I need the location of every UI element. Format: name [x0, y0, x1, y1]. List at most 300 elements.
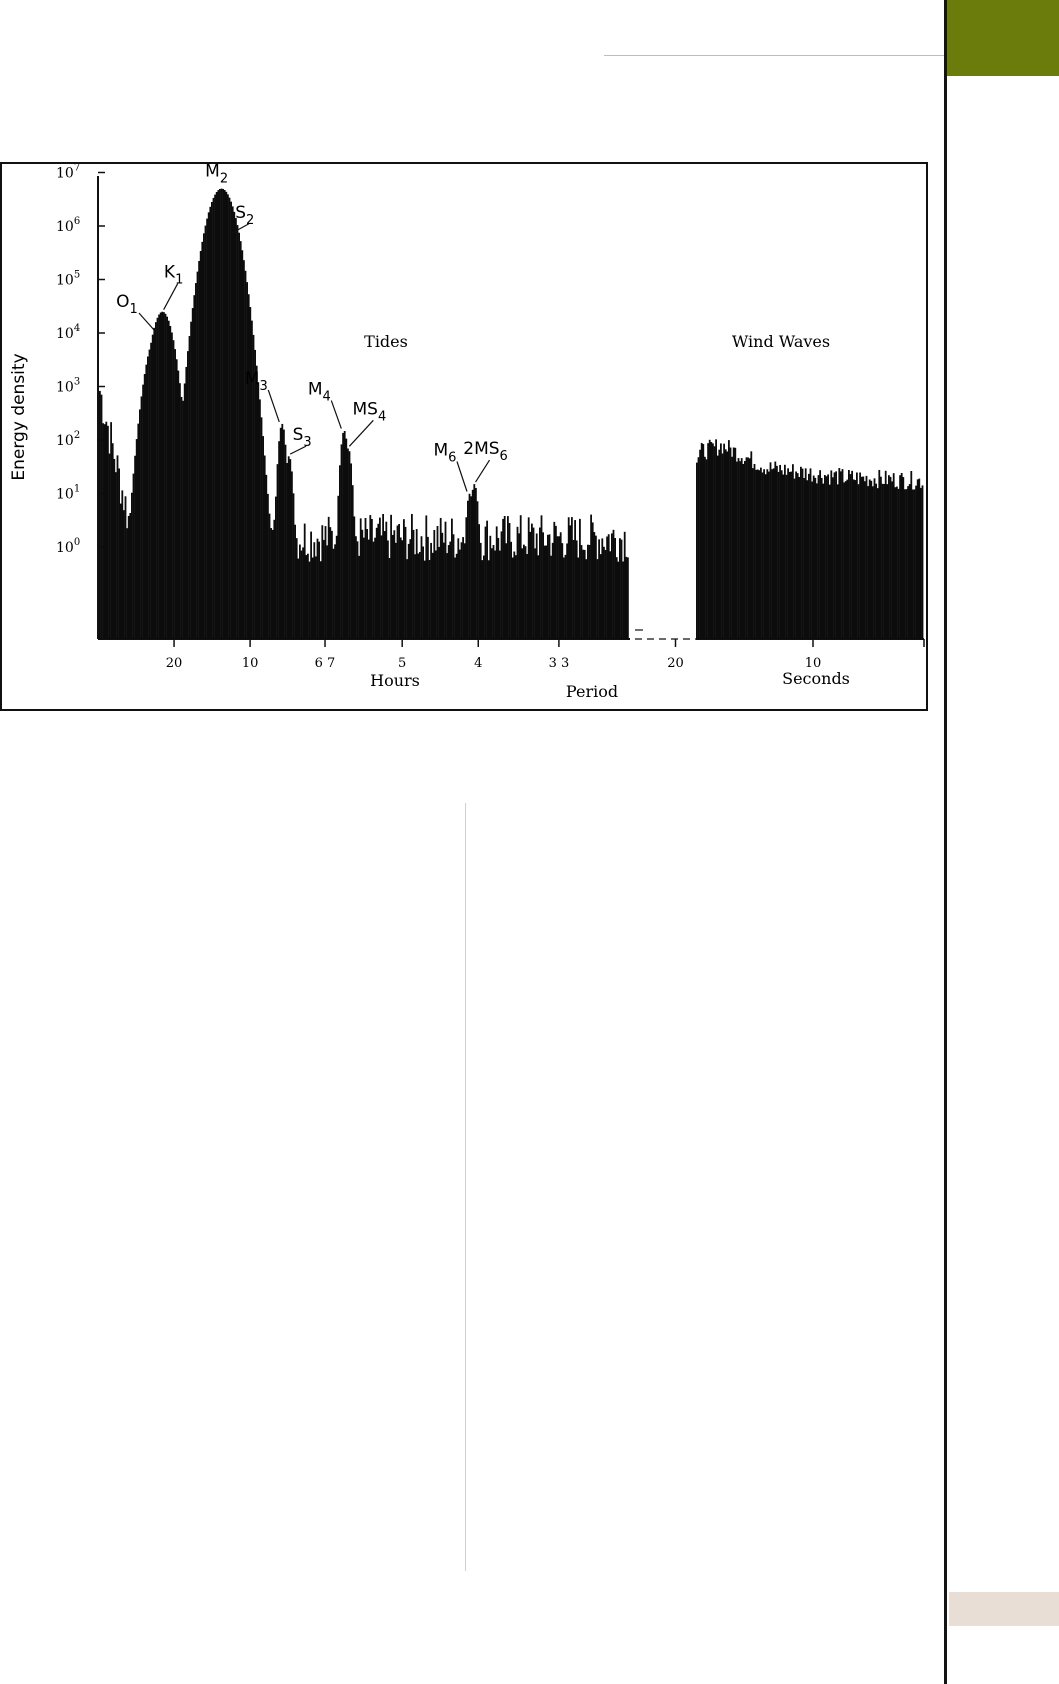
wave-spectrum-bar — [774, 462, 776, 639]
tide-spectrum-bar — [187, 351, 189, 639]
tide-spectrum-bar — [549, 534, 551, 639]
tide-spectrum-bar — [456, 554, 458, 639]
wave-spectrum-bar — [917, 479, 919, 639]
wave-spectrum-bar — [733, 447, 735, 639]
tide-spectrum-bar — [478, 524, 480, 639]
tide-spectrum-bar — [232, 206, 234, 639]
wave-spectrum-bar — [854, 480, 856, 639]
tide-spectrum-bar — [262, 436, 264, 639]
tide-spectrum-bar — [345, 439, 347, 639]
wave-spectrum-bar — [720, 443, 722, 639]
tide-spectrum-bar — [193, 295, 195, 639]
tide-spectrum-bar — [243, 260, 245, 639]
wave-spectrum-bar — [747, 457, 749, 639]
wave-spectrum-bar — [870, 481, 872, 639]
tides-region-label: Tides — [364, 332, 408, 351]
tide-spectrum-bar — [278, 441, 280, 639]
tide-spectrum-bar — [446, 553, 448, 639]
wave-spectrum-bar — [851, 471, 853, 639]
wave-spectrum-bar — [894, 487, 896, 639]
tide-spectrum-bar — [304, 524, 306, 639]
tide-spectrum-bar — [392, 535, 394, 639]
tide-spectrum-bar — [528, 517, 530, 639]
tide-spectrum-bar — [534, 548, 536, 639]
tide-spectrum-bar — [400, 537, 402, 639]
tide-spectrum-bar — [145, 365, 147, 639]
y-tick-label: $10^4$ — [56, 323, 81, 342]
tide-spectrum-bar — [281, 424, 283, 639]
y-tick-label: $10^6$ — [56, 216, 81, 235]
tide-spectrum-bar — [318, 542, 320, 639]
wave-spectrum-bar — [920, 488, 922, 639]
wave-spectrum-bar — [768, 472, 770, 639]
wave-spectrum-bar — [875, 484, 877, 639]
tide-spectrum-bar — [424, 561, 426, 639]
tide-spectrum-bar — [137, 424, 139, 639]
y-tick-label: $10^7$ — [56, 164, 81, 182]
tide-spectrum-bar — [296, 538, 298, 639]
x-tick-label: 10 — [804, 656, 822, 671]
page-number-tab — [949, 1592, 1059, 1626]
tide-spectrum-bar — [366, 529, 368, 639]
wave-spectrum-bar — [912, 489, 914, 639]
tide-spectrum-bar — [576, 540, 578, 639]
wave-spectrum-bar — [696, 463, 698, 639]
wave-spectrum-bar — [701, 443, 703, 639]
wave-spectrum-bar — [910, 471, 912, 639]
tide-spectrum-bar — [464, 543, 466, 639]
wave-spectrum-bar — [877, 488, 879, 639]
tide-spectrum-bar — [328, 517, 330, 639]
tide-spectrum-bar — [141, 396, 143, 639]
y-axis-label: Energy density — [9, 353, 29, 481]
tide-spectrum-bar — [205, 226, 207, 639]
wave-spectrum-bar — [741, 458, 743, 639]
tide-spectrum-bar — [448, 545, 450, 639]
peak-pointer — [331, 401, 341, 429]
tide-spectrum-bar — [197, 272, 199, 639]
tide-spectrum-bar — [209, 207, 211, 639]
tide-spectrum-bar — [616, 557, 618, 639]
wave-spectrum-bar — [893, 473, 895, 639]
wave-spectrum-bar — [805, 468, 807, 639]
tide-spectrum-bar — [195, 283, 197, 639]
tide-spectrum-bar — [249, 307, 251, 639]
tide-spectrum-bar — [480, 543, 482, 639]
wave-spectrum-bar — [814, 478, 816, 639]
tide-spectrum-bar — [157, 318, 159, 639]
tide-spectrum-bar — [568, 517, 570, 639]
wave-spectrum-bar — [850, 474, 852, 639]
tide-spectrum-bar — [237, 225, 239, 639]
y-tick-label: $10^1$ — [56, 483, 81, 503]
wave-spectrum-bar — [739, 461, 741, 639]
tide-spectrum-bar — [587, 545, 589, 639]
wave-spectrum-bar — [706, 459, 708, 639]
tide-spectrum-bar — [566, 543, 568, 639]
tide-spectrum-bar — [389, 558, 391, 639]
tide-spectrum-bar — [179, 383, 181, 639]
wave-spectrum-bar — [758, 470, 760, 639]
sidebar-divider — [944, 0, 947, 1684]
tide-spectrum-bar — [121, 490, 123, 639]
tide-spectrum-bar — [240, 241, 242, 639]
tide-spectrum-bar — [285, 445, 287, 639]
tide-spectrum-bar — [136, 439, 138, 639]
wave-spectrum-bar — [760, 468, 762, 639]
tide-spectrum-bar — [352, 485, 354, 639]
waves-x-axis-label: Seconds — [782, 669, 850, 688]
tide-spectrum-bar — [387, 540, 389, 639]
wave-spectrum-bar — [821, 478, 823, 639]
tide-spectrum-bar — [109, 454, 111, 639]
tide-spectrum-bar — [133, 474, 135, 639]
tide-spectrum-bar — [360, 518, 362, 639]
tide-spectrum-bar — [217, 190, 219, 639]
tide-spectrum-bar — [477, 501, 479, 639]
wave-spectrum-bar — [704, 457, 706, 639]
tide-spectrum-bar — [600, 554, 602, 639]
tide-spectrum-bar — [245, 271, 247, 639]
tide-spectrum-bar — [585, 559, 587, 639]
tide-spectrum-bar — [288, 456, 290, 639]
wave-spectrum-bar — [835, 471, 837, 639]
tide-spectrum-bar — [533, 528, 535, 639]
tide-spectrum-bar — [118, 468, 120, 639]
tide-spectrum-bar — [305, 555, 307, 639]
tide-spectrum-bar — [369, 515, 371, 639]
wave-spectrum-bar — [816, 483, 818, 639]
peak-label: $MS_4$ — [352, 399, 387, 425]
tide-spectrum-bar — [563, 557, 565, 639]
tide-spectrum-bar — [173, 340, 175, 639]
wave-spectrum-bar — [755, 470, 757, 639]
wave-spectrum-bar — [869, 479, 871, 639]
tide-spectrum-bar — [593, 532, 595, 639]
tide-spectrum-bar — [374, 538, 376, 639]
tide-spectrum-bar — [443, 543, 445, 639]
tide-spectrum-bar — [571, 517, 573, 639]
tide-spectrum-bar — [149, 350, 151, 639]
tide-spectrum-bar — [349, 451, 351, 639]
tide-spectrum-bar — [219, 189, 221, 639]
tide-spectrum-bar — [105, 422, 107, 639]
column-divider — [465, 803, 466, 1571]
tide-spectrum-bar — [309, 562, 311, 639]
tide-spectrum-bar — [421, 536, 423, 639]
wave-spectrum-bar — [726, 451, 728, 639]
wave-spectrum-bar — [902, 477, 904, 639]
tide-spectrum-bar — [166, 317, 168, 639]
tide-spectrum-bar — [315, 556, 317, 639]
tide-spectrum-bar — [376, 528, 378, 639]
wave-spectrum-bar — [899, 475, 901, 639]
wave-spectrum-bar — [795, 471, 797, 639]
tide-spectrum-bar — [128, 516, 130, 639]
tide-spectrum-bar — [486, 521, 488, 639]
tide-spectrum-bar — [473, 484, 475, 639]
wave-spectrum-bar — [709, 440, 711, 639]
wave-spectrum-bar — [734, 448, 736, 639]
tide-spectrum-bar — [289, 459, 291, 639]
tide-spectrum-bar — [459, 550, 461, 639]
tide-spectrum-bar — [558, 536, 560, 639]
tide-spectrum-bar — [115, 472, 117, 639]
wave-spectrum-bar — [723, 444, 725, 639]
tide-spectrum-bar — [286, 463, 288, 639]
wave-spectrum-bar — [718, 450, 720, 639]
tide-spectrum-bar — [373, 542, 375, 639]
tide-spectrum-bar — [201, 242, 203, 639]
peak-pointer — [139, 313, 155, 331]
tide-spectrum-bar — [312, 557, 314, 639]
wave-spectrum-bar — [819, 470, 821, 639]
tide-spectrum-bar — [427, 537, 429, 639]
tide-spectrum-bar — [553, 522, 555, 639]
tide-spectrum-bar — [297, 559, 299, 639]
tide-spectrum-bar — [329, 527, 331, 639]
peak-label: $M_3$ — [244, 368, 268, 394]
tide-spectrum-bar — [472, 490, 474, 639]
tide-spectrum-bar — [397, 526, 399, 639]
tide-spectrum-bar — [529, 532, 531, 639]
tide-spectrum-bar — [561, 543, 563, 639]
chapter-color-block — [946, 0, 1059, 76]
tide-spectrum-bar — [174, 349, 176, 639]
wave-spectrum-bar — [803, 478, 805, 639]
tide-spectrum-bar — [435, 550, 437, 639]
wave-spectrum-bar — [883, 484, 885, 639]
tide-spectrum-bar — [357, 541, 359, 639]
tide-spectrum-bar — [433, 530, 435, 639]
tide-spectrum-bar — [333, 549, 335, 639]
wave-spectrum-bar — [778, 472, 780, 639]
tide-spectrum-bar — [171, 332, 173, 639]
tide-spectrum-bar — [275, 497, 277, 639]
tide-spectrum-bar — [544, 546, 546, 639]
wave-spectrum-bar — [798, 477, 800, 639]
tide-spectrum-bar — [153, 328, 155, 639]
tide-spectrum-bar — [161, 312, 163, 639]
tide-spectrum-bar — [273, 520, 275, 639]
tide-spectrum-bar — [176, 359, 178, 639]
wave-spectrum-bar — [843, 482, 845, 639]
wave-spectrum-bar — [790, 472, 792, 639]
tide-spectrum-bar — [504, 516, 506, 639]
tide-spectrum-bar — [126, 528, 128, 639]
tide-spectrum-bar — [518, 533, 520, 639]
tide-spectrum-bar — [457, 538, 459, 639]
tide-spectrum-bar — [339, 465, 341, 639]
tide-spectrum-bar — [393, 530, 395, 639]
wave-spectrum-bar — [738, 458, 740, 639]
tide-spectrum-bar — [409, 539, 411, 639]
wave-spectrum-bar — [771, 469, 773, 639]
tide-spectrum-bar — [150, 343, 152, 639]
wave-spectrum-bar — [770, 462, 772, 639]
tide-spectrum-bar — [113, 459, 115, 639]
tide-spectrum-bar — [147, 356, 149, 639]
wave-spectrum-bar — [712, 443, 714, 639]
tide-spectrum-bar — [617, 562, 619, 639]
wave-spectrum-bar — [792, 464, 794, 639]
tide-spectrum-bar — [577, 558, 579, 639]
tide-spectrum-bar — [581, 545, 583, 639]
wave-spectrum-bar — [848, 470, 850, 639]
tide-spectrum-bar — [429, 560, 431, 639]
tide-spectrum-bar — [619, 538, 621, 639]
wave-spectrum-bar — [874, 478, 876, 639]
tide-spectrum-bar — [117, 455, 119, 639]
wave-spectrum-bar — [891, 481, 893, 639]
tide-spectrum-bar — [550, 556, 552, 639]
tide-spectrum-bar — [513, 552, 515, 639]
wave-spectrum-bar — [762, 472, 764, 639]
tide-spectrum-bar — [627, 557, 629, 639]
tide-spectrum-bar — [267, 494, 269, 639]
tide-spectrum-bar — [331, 531, 333, 639]
wave-spectrum-bar — [813, 476, 815, 639]
wave-spectrum-bar — [797, 473, 799, 639]
tide-spectrum-bar — [235, 218, 237, 639]
tide-spectrum-bar — [107, 426, 109, 639]
tide-spectrum-bar — [129, 513, 131, 639]
tide-spectrum-bar — [542, 532, 544, 639]
wave-spectrum-bar — [845, 481, 847, 639]
tide-spectrum-bar — [152, 335, 154, 639]
tide-spectrum-bar — [283, 430, 285, 639]
tide-spectrum-bar — [293, 493, 295, 639]
peak-label: $S_2$ — [235, 202, 255, 228]
tide-spectrum-bar — [406, 559, 408, 639]
tide-spectrum-bar — [227, 194, 229, 639]
wave-spectrum-bar — [794, 479, 796, 639]
wave-spectrum-bar — [818, 475, 820, 639]
wave-spectrum-bar — [896, 487, 898, 639]
wave-spectrum-bar — [810, 468, 812, 639]
tide-spectrum-bar — [382, 514, 384, 639]
tide-spectrum-bar — [440, 518, 442, 639]
tide-spectrum-bar — [512, 558, 514, 639]
tide-spectrum-bar — [134, 456, 136, 639]
tide-spectrum-bar — [569, 525, 571, 639]
wave-spectrum-bar — [722, 454, 724, 639]
tide-spectrum-bar — [613, 530, 615, 639]
tide-spectrum-bar — [598, 539, 600, 639]
wave-spectrum-bar — [811, 482, 813, 639]
wave-spectrum-bar — [866, 476, 868, 639]
tide-spectrum-bar — [371, 519, 373, 639]
wave-spectrum-bar — [744, 461, 746, 639]
wave-spectrum-bar — [827, 474, 829, 639]
x-tick-label: 3 3 — [548, 656, 570, 671]
tide-spectrum-bar — [261, 417, 263, 639]
tide-spectrum-bar — [264, 456, 266, 639]
tide-spectrum-bar — [590, 515, 592, 639]
tide-spectrum-bar — [112, 443, 114, 639]
wave-spectrum-bar — [907, 486, 909, 639]
tide-spectrum-bar — [425, 515, 427, 639]
wave-spectrum-bar — [886, 484, 888, 639]
tide-spectrum-bar — [453, 534, 455, 639]
peak-label: $M_2$ — [205, 164, 229, 187]
wave-spectrum-bar — [838, 468, 840, 639]
x-tick-label: 20 — [165, 656, 183, 671]
tide-spectrum-bar — [454, 558, 456, 639]
tide-spectrum-bar — [259, 399, 261, 639]
peak-label: $K_1$ — [163, 262, 184, 288]
tide-spectrum-bar — [481, 560, 483, 639]
tide-spectrum-bar — [601, 538, 603, 639]
wave-spectrum-bar — [752, 468, 754, 639]
energy-spectrum-chart — [2, 164, 930, 713]
tide-spectrum-bar — [221, 189, 223, 639]
wave-spectrum-bar — [773, 468, 775, 639]
wave-spectrum-bar — [731, 457, 733, 639]
wave-spectrum-bar — [904, 489, 906, 639]
wave-spectrum-bar — [837, 484, 839, 639]
tide-spectrum-bar — [182, 401, 184, 639]
tide-spectrum-bar — [120, 504, 122, 639]
tide-spectrum-bar — [461, 542, 463, 639]
tide-spectrum-bar — [531, 524, 533, 639]
wave-spectrum-bar — [885, 471, 887, 639]
tide-spectrum-bar — [595, 536, 597, 639]
tide-spectrum-bar — [557, 536, 559, 639]
tide-spectrum-bar — [294, 525, 296, 639]
tide-spectrum-bar — [502, 519, 504, 639]
tide-spectrum-bar — [307, 554, 309, 639]
wave-spectrum-bar — [702, 444, 704, 639]
tide-spectrum-bar — [168, 321, 170, 639]
tide-spectrum-bar — [272, 530, 274, 639]
tide-spectrum-bar — [158, 315, 160, 639]
tide-spectrum-bar — [622, 561, 624, 639]
tide-spectrum-bar — [184, 383, 186, 639]
tide-spectrum-bar — [381, 535, 383, 639]
tide-spectrum-bar — [523, 545, 525, 639]
wave-spectrum-bar — [830, 470, 832, 639]
tide-spectrum-bar — [496, 526, 498, 639]
peak-label: $2MS_6$ — [463, 439, 508, 465]
tide-spectrum-bar — [213, 198, 215, 639]
tide-spectrum-bar — [485, 527, 487, 639]
tide-spectrum-bar — [238, 233, 240, 639]
tide-spectrum-bar — [353, 516, 355, 639]
tide-spectrum-bar — [363, 538, 365, 639]
peak-label: $M_6$ — [433, 440, 457, 466]
tide-spectrum-bar — [603, 547, 605, 639]
tide-spectrum-bar — [582, 550, 584, 639]
tide-spectrum-bar — [214, 195, 216, 639]
wave-spectrum-bar — [779, 465, 781, 639]
tide-spectrum-bar — [525, 546, 527, 639]
tides-x-axis-label: Hours — [370, 671, 420, 690]
tide-spectrum-bar — [241, 250, 243, 639]
tide-spectrum-bar — [385, 522, 387, 639]
tide-spectrum-bar — [403, 519, 405, 639]
wave-spectrum-bar — [806, 480, 808, 639]
tide-spectrum-bar — [123, 510, 125, 639]
tide-spectrum-bar — [301, 551, 303, 639]
tide-spectrum-bar — [139, 409, 141, 639]
wave-spectrum-bar — [763, 469, 765, 639]
wave-spectrum-bar — [864, 481, 866, 639]
x-tick-label: 4 — [474, 656, 483, 671]
tide-spectrum-bar — [337, 496, 339, 639]
y-tick-label: $10^2$ — [56, 430, 81, 449]
wave-spectrum-bar — [856, 472, 858, 639]
